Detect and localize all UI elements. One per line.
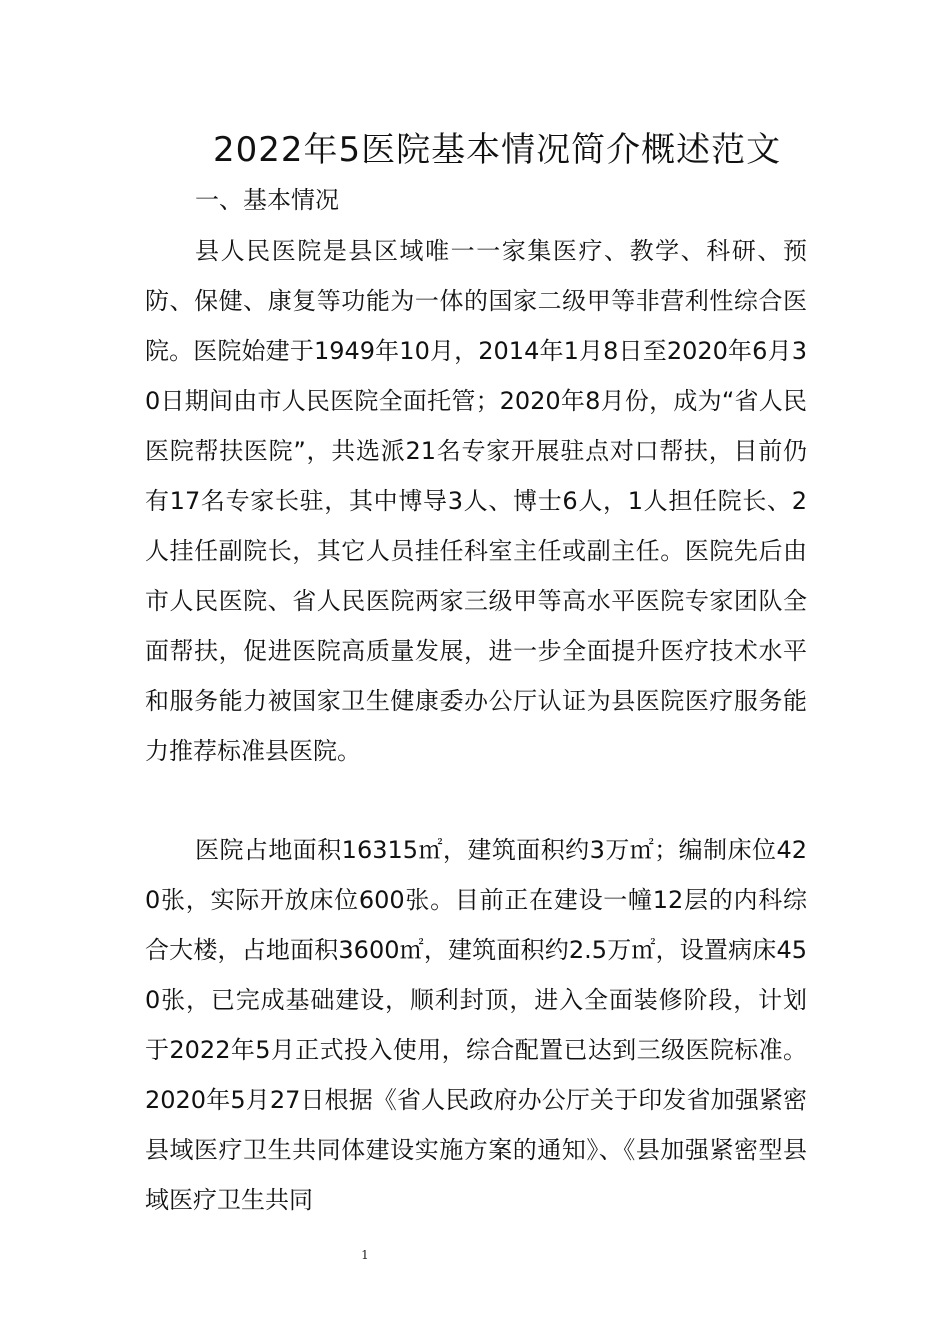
section-heading: 一、基本情况 [195, 186, 339, 214]
paragraph-2: 医院占地面积16315㎡，建筑面积约3万㎡；编制床位420张，实际开放床位600张。目前正在建设一幢12层的内科综合大楼，占地面积3600㎡，建筑面积约2.5万㎡，设置病床450张，已完成基础建设，顺利封顶，进入全面装修阶段，计划于2022年5月正式投入使用，综合配置已达到三级医院标准。2020年5月27日根据《省人民政府办公厅关于印发省加强紧密县域医疗卫生共同体建设实施方案的通知》、《县加强紧密型县域医疗卫生共同 [145, 836, 807, 1214]
paragraph-1: 县人民医院是县区域唯一一家集医疗、教学、科研、预防、保健、康复等功能为一体的国家二级甲等非营利性综合医院。医院始建于1949年10月，2014年1月8日至2020年6月30日期间由市人民医院全面托管；2020年8月份，成为“省人民医院帮扶医院”，共选派21名专家开展驻点对口帮扶，目前仍有17名专家长驻，其中博导3人、博士6人，1人担任院长、2人挂任副院长，其它人员挂任科室主任或副主任。医院先后由市人民医院、省人民医院两家三级甲等高水平医院专家团队全面帮扶，促进医院高质量发展，进一步全面提升医疗技术水平和服务能力被国家卫生健康委办公厅认证为县医院医疗服务能力推荐标准县医院。 [145, 237, 807, 765]
document-title: 2022年5医院基本情况简介概述范文 [213, 130, 782, 170]
page-number: 1 [361, 1248, 369, 1262]
